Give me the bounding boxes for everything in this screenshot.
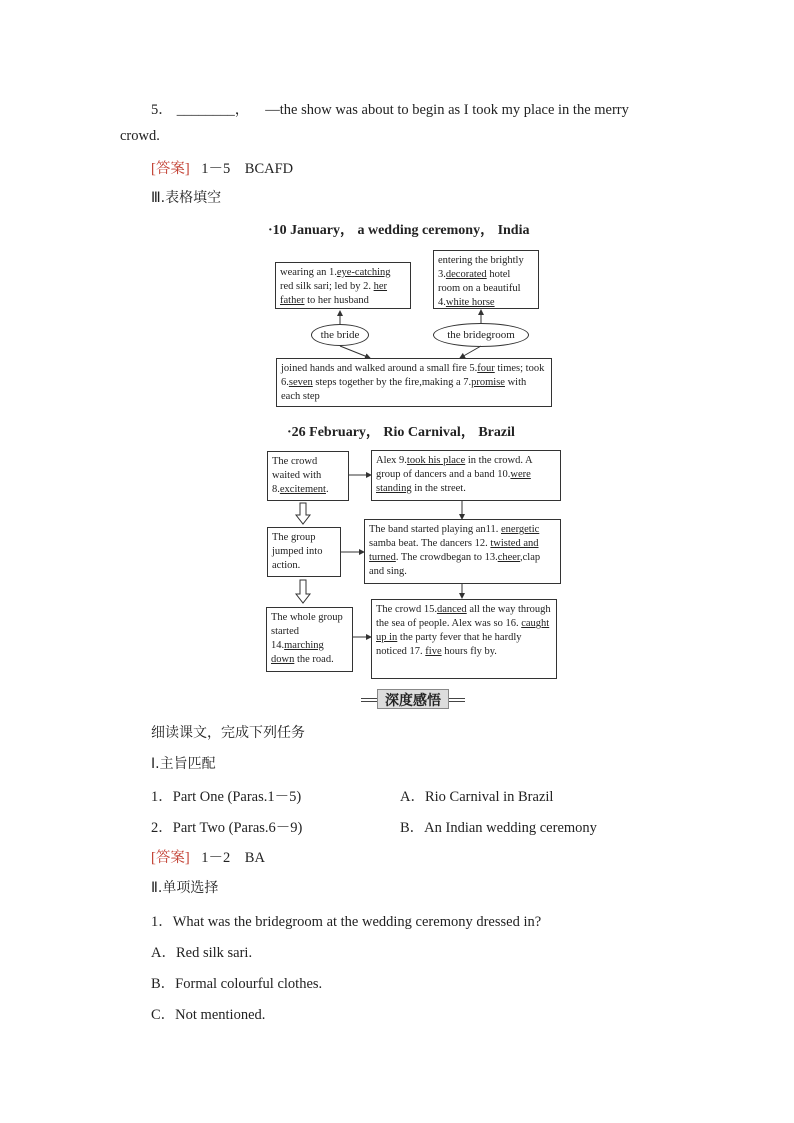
section-banner	[361, 689, 465, 709]
diagram-2-title: ·26 February， Rio Carnival， Brazil	[287, 425, 515, 440]
alex-box: Alex 9.took his place in the crowd. A group of dancers and a band 10.were standing in the street.	[371, 450, 561, 501]
option-a[interactable]: A．Red silk sari.	[151, 945, 253, 961]
section-1-title: Ⅰ.主旨匹配	[151, 756, 216, 772]
question-number: 5．	[151, 102, 173, 118]
ceremony-box: joined hands and walked around a small fire 5.four times; took 6.seven steps together by the fire,making a 7.promise with each step	[276, 358, 552, 407]
section-2-title: Ⅱ.单项选择	[151, 880, 219, 896]
bride-ellipse	[311, 324, 369, 346]
whole-group-box: The whole group started 14.marching down the road.	[266, 607, 353, 672]
task-intro: 细读课文，完成下列任务	[151, 725, 305, 741]
match-item-2-left: 2．Part Two (Paras.6－9)	[151, 820, 303, 836]
diagram-1-title: ·10 January， a wedding ceremony， India	[268, 223, 530, 238]
answer-line-2	[151, 846, 265, 867]
question-5-continued: crowd.	[120, 128, 160, 144]
question-1: 1．What was the bridegroom at the wedding ceremony dressed in?	[151, 914, 542, 930]
group-jumped-box: The group jumped into action.	[267, 527, 341, 577]
crowd-waited-box: The crowd waited with 8.excitement.	[267, 451, 349, 501]
groom-description-box: entering the brightly 3.decorated hotel room on a beautiful 4.white horse	[433, 250, 539, 309]
crowd-danced-box: The crowd 15.danced all the way through the sea of people. Alex was so 16. caught up in the party fever that he hardly noticed 17. five hours fly by.	[371, 599, 557, 679]
bride-description-box: wearing an 1.eye-catching red silk sari; led by 2. her father to her husband	[275, 262, 411, 309]
option-b[interactable]: B．Formal colourful clothes.	[151, 976, 323, 992]
option-c[interactable]: C．Not mentioned.	[151, 1007, 266, 1023]
answer-blank[interactable]: ________，	[176, 102, 250, 118]
banner-text: 深度感悟	[385, 693, 441, 709]
bridegroom-label: the bridegroom	[447, 329, 515, 341]
band-started-box: The band started playing an11. energetic samba beat. The dancers 12. twisted and turned. The crowdbegan to 13.cheer,clap and sing.	[364, 519, 561, 584]
match-item-2-right: B．An Indian wedding ceremony	[400, 820, 597, 836]
bride-label: the bride	[320, 329, 360, 341]
section-3-title: Ⅲ.表格填空	[151, 190, 222, 206]
match-item-1-left: 1．Part One (Paras.1－5)	[151, 789, 302, 805]
answer-label: [答案]	[151, 850, 190, 866]
match-item-1-right: A．Rio Carnival in Brazil	[400, 789, 554, 805]
answer-label: [答案]	[151, 161, 190, 177]
bridegroom-ellipse	[433, 323, 529, 347]
question-text: —the show was about to begin as I took my place in the merry	[265, 102, 629, 118]
answer-value: 1－5 BCAFD	[201, 161, 294, 177]
answer-value: 1－2 BA	[201, 850, 265, 866]
